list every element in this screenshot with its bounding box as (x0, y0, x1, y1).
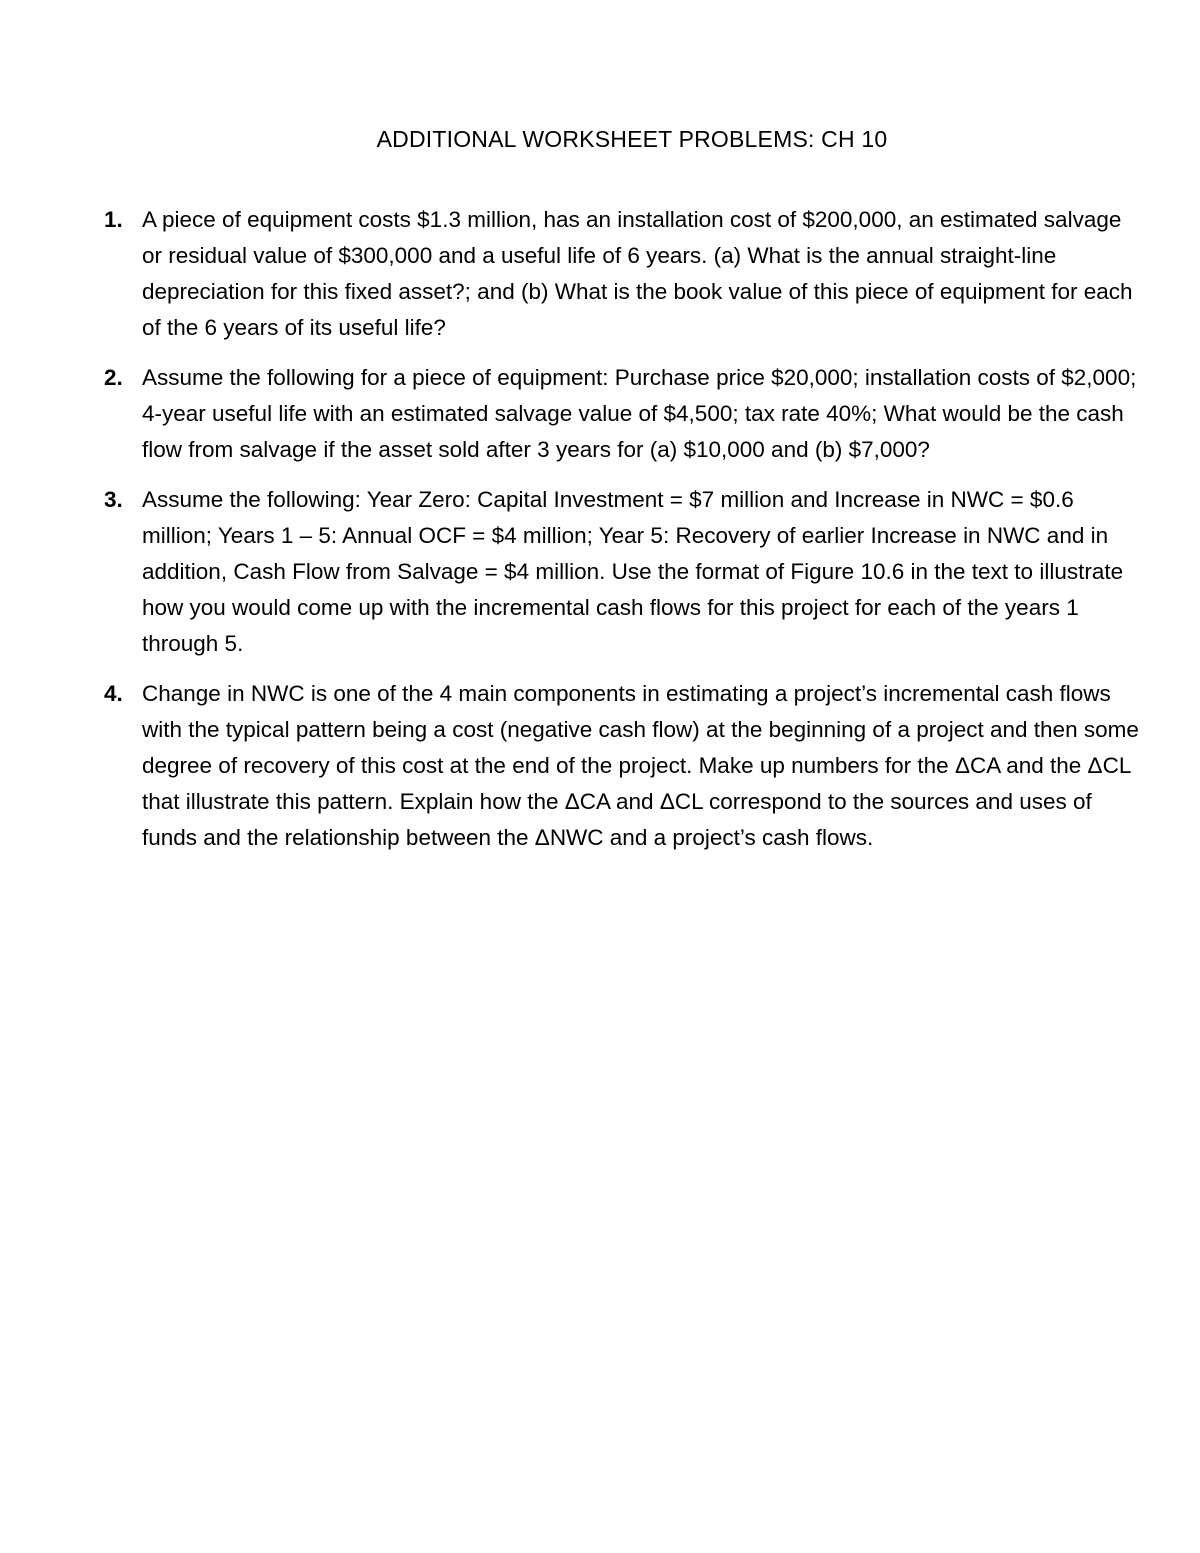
problem-item-4 (0, 676, 1200, 856)
problem-text: Assume the following: Year Zero: Capital Investment = $7 million and Increase in NWC = $0.6 million; Years 1 – 5: Annual OCF = $4 million; Year 5: Recovery of earlier Increase in NWC and in addition, Cash Flow from Salvage = $4 million. Use the format of Figure 10.6 in the text to illustrate how you would come up with the incremental cash flows for this project for each of the years 1 through 5. (142, 487, 1124, 656)
problem-item-2 (0, 360, 1200, 468)
problem-number: 3. (104, 487, 123, 512)
problem-item-1 (0, 202, 1200, 346)
document-title: ADDITIONAL WORKSHEET PROBLEMS: CH 10 (376, 126, 888, 152)
problem-number: 4. (104, 681, 123, 706)
problem-text: Change in NWC is one of the 4 main components in estimating a project’s incremental cash flows with the typical pattern being a cost (negative cash flow) at the beginning of a project and then some degree of recovery of this cost at the end of the project. Make up numbers for the ΔCA and the ΔCL that illustrate this pattern. Explain how the ΔCA and ΔCL correspond to the sources and uses of funds and the relationship between the ΔNWC and a project’s cash flows. (142, 681, 1139, 850)
problem-item-3 (0, 482, 1200, 662)
problem-text: A piece of equipment costs $1.3 million, has an installation cost of $200,000, an estimated salvage or residual value of $300,000 and a useful life of 6 years. (a) What is the annual straight-line depreciation for this fixed asset?; and (b) What is the book value of this piece of equipment for each of the 6 years of its useful life? (142, 207, 1133, 340)
problem-number: 2. (104, 365, 123, 390)
problem-list (0, 202, 1200, 870)
problem-number: 1. (104, 207, 123, 232)
problem-text: Assume the following for a piece of equipment: Purchase price $20,000; installation costs of $2,000; 4-year useful life with an estimated salvage value of $4,500; tax rate 40%; What would be the cash flow from salvage if the asset sold after 3 years for (a) $10,000 and (b) $7,000? (142, 365, 1137, 462)
